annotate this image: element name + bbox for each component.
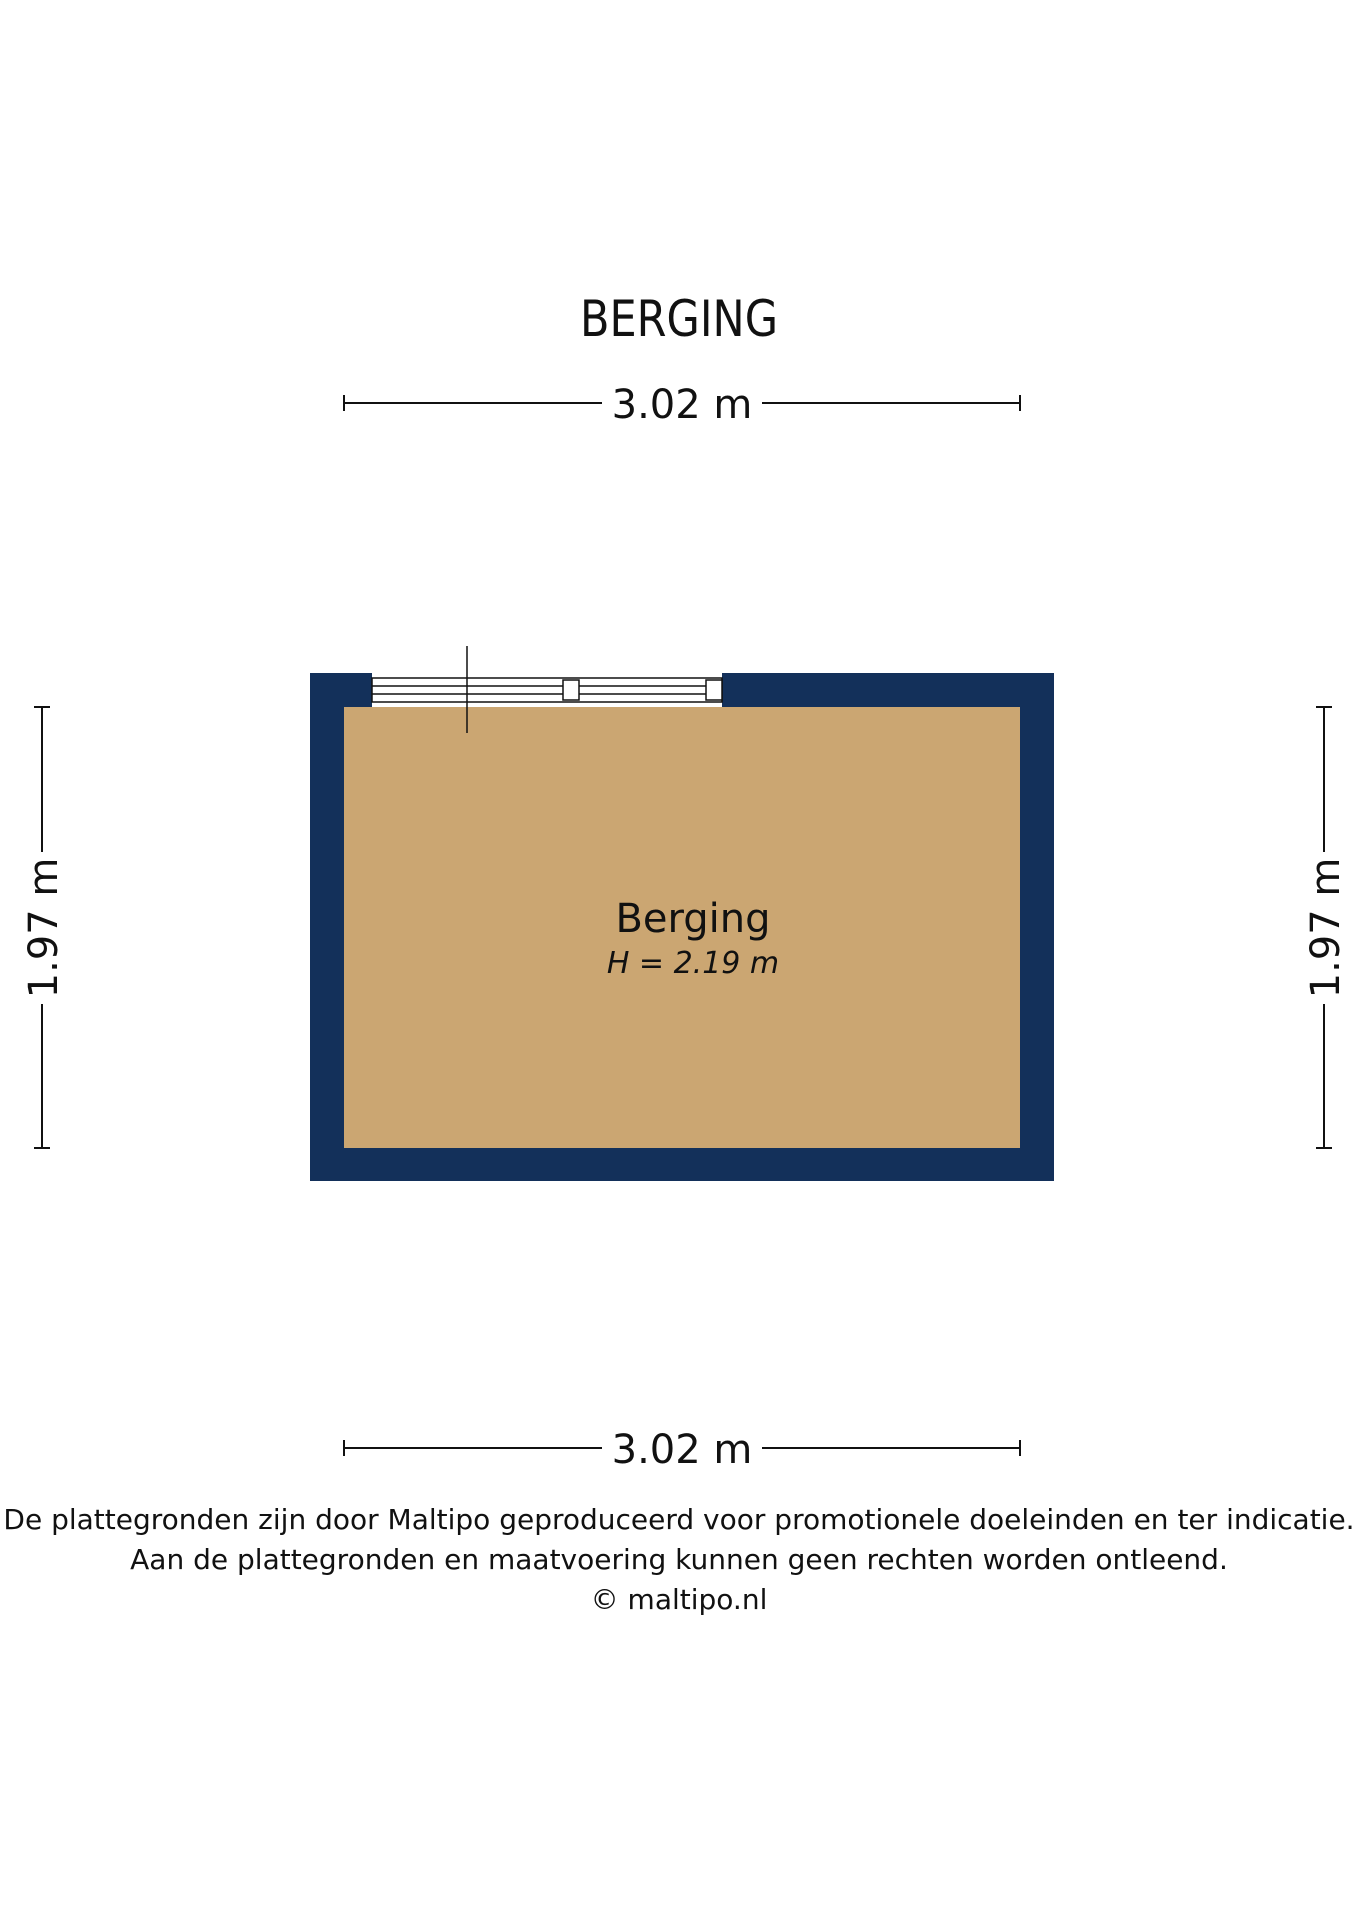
dimension-bottom-label: 3.02 m [611, 1427, 753, 1473]
copyright: © maltipo.nl [590, 1583, 768, 1616]
dimension-right-label: 1.97 m [1303, 857, 1349, 999]
plan-title: BERGING [579, 290, 779, 348]
dimension-top [344, 382, 1020, 428]
room-name: Berging [615, 896, 771, 942]
sliding-window [372, 678, 722, 702]
disclaimer-line-1: De plattegronden zijn door Maltipo geproduceerd voor promotionele doeleinden en ter indicatie. [3, 1503, 1355, 1536]
disclaimer [0, 1500, 1358, 1620]
room-height: H = 2.19 m [606, 946, 780, 981]
dimension-bottom [344, 1427, 1020, 1473]
dimension-right [1303, 707, 1349, 1148]
dimension-left [21, 707, 67, 1148]
dimension-left-label: 1.97 m [21, 857, 67, 999]
dimension-top-label: 3.02 m [611, 382, 753, 428]
disclaimer-line-2: Aan de plattegronden en maatvoering kunnen geen rechten worden ontleend. [130, 1543, 1228, 1576]
